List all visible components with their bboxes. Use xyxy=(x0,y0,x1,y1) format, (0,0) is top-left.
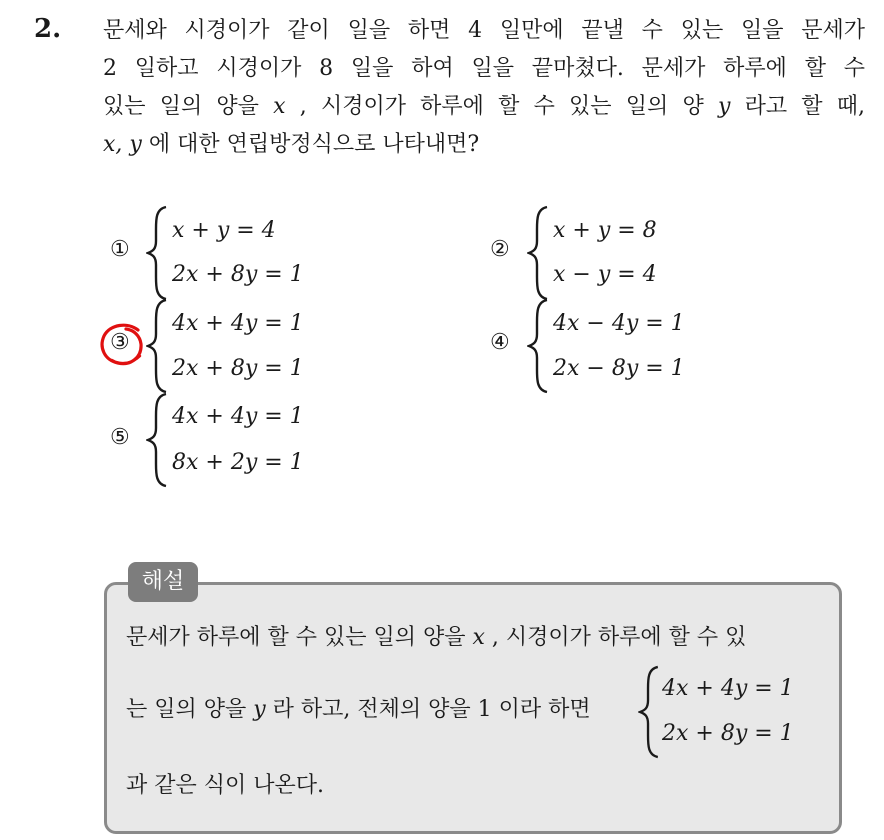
solution-tag: 해설 xyxy=(128,562,198,602)
choice-5-eq-1: 4x + 4y = 1 xyxy=(172,404,304,429)
choice-1-eq-2: 2x + 8y = 1 xyxy=(172,262,304,287)
choice-5-eq-2: 8x + 2y = 1 xyxy=(172,450,304,475)
choice-3-label: ③ xyxy=(110,330,130,355)
question-line-1: 문세와 시경이가 같이 일을 하면 4 일만에 끝낼 수 있는 일을 문세가 xyxy=(103,18,865,43)
question-line-4-text: 에 대한 연립방정식으로 나타내면? xyxy=(141,132,480,157)
brace-icon xyxy=(146,205,168,301)
question-line-3 xyxy=(103,88,865,126)
solution-var-x: x xyxy=(472,625,485,650)
answer-circle-mark xyxy=(98,320,148,368)
solution-line-1-a: 문세가 하루에 할 수 있는 일의 양을 xyxy=(126,625,473,650)
solution-line-2-a: 는 일의 양을 xyxy=(126,697,254,722)
choice-2-label: ② xyxy=(490,237,510,262)
choice-3-eq-1: 4x + 4y = 1 xyxy=(172,311,304,336)
solution-line-1 xyxy=(126,620,746,651)
choice-4-eq-2: 2x − 8y = 1 xyxy=(553,356,685,381)
choice-2-eq-1: x + y = 8 xyxy=(553,218,657,243)
solution-var-y: y xyxy=(253,697,266,722)
solution-eq-2: 2x + 8y = 1 xyxy=(662,721,794,746)
choice-4-label: ④ xyxy=(490,330,510,355)
question-var-y: y xyxy=(717,94,731,119)
brace-icon xyxy=(146,298,168,394)
question-vars-xy: x, y xyxy=(103,132,142,157)
brace-icon xyxy=(527,205,549,301)
question-line-3-a: 있는 일의 양을 xyxy=(103,94,274,119)
choice-5-label: ⑤ xyxy=(110,425,130,450)
question-line-3-b: , 시경이가 하루에 할 수 있는 일의 양 xyxy=(285,94,718,119)
choice-1-eq-1: x + y = 4 xyxy=(172,218,276,243)
solution-line-3: 과 같은 식이 나온다. xyxy=(126,773,324,798)
choice-1-label: ① xyxy=(110,237,130,262)
question-text xyxy=(103,12,865,164)
brace-icon xyxy=(527,298,549,394)
choice-4-eq-1: 4x − 4y = 1 xyxy=(553,311,685,336)
question-number: 2. xyxy=(34,14,62,44)
brace-icon xyxy=(146,392,168,488)
question-var-x: x xyxy=(273,94,286,119)
question-line-4 xyxy=(103,126,865,164)
question-line-3-c: 라고 할 때, xyxy=(730,94,865,119)
solution-line-2-b: 라 하고, 전체의 양을 1 이라 하면 xyxy=(265,697,591,722)
solution-line-2 xyxy=(126,692,591,723)
brace-icon xyxy=(638,665,660,759)
solution-eq-1: 4x + 4y = 1 xyxy=(662,676,794,701)
question-line-2: 2 일하고 시경이가 8 일을 하여 일을 끝마쳤다. 문세가 하루에 할 수 xyxy=(103,56,865,81)
choice-2-eq-2: x − y = 4 xyxy=(553,262,657,287)
choice-3-eq-2: 2x + 8y = 1 xyxy=(172,356,304,381)
solution-line-1-b: , 시경이가 하루에 할 수 있 xyxy=(484,625,747,650)
